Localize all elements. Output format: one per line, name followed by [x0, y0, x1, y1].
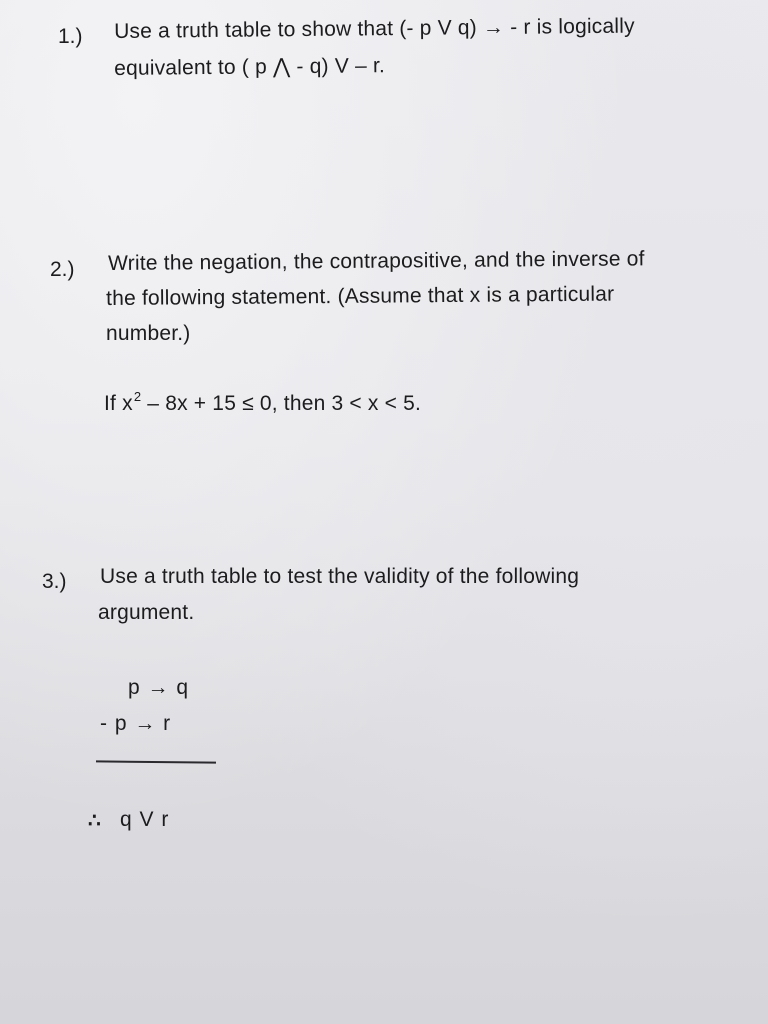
problem-2-line-2: the following statement. (Assume that x is a particular [106, 282, 615, 310]
problem-2-line-1: Write the negation, the contrapositive, and the inverse of [108, 247, 645, 275]
statement-prefix: If x [104, 392, 133, 415]
problem-1-number: 1.) [58, 25, 83, 48]
therefore-symbol: ∴ [88, 810, 101, 832]
statement-suffix: – 8x + 15 ≤ 0, then 3 < x < 5. [141, 392, 422, 415]
argument-conclusion: q V r [120, 808, 170, 831]
problem-3-line-2: argument. [98, 601, 195, 624]
problem-2-statement [104, 389, 421, 416]
problem-1-line-1: Use a truth table to show that (- p V q) → - r is logically [114, 14, 635, 43]
problem-1-line-2: equivalent to ( p ⋀ - q) V – r. [114, 54, 386, 80]
problem-3-number: 3.) [42, 570, 67, 593]
problem-2-number: 2.) [50, 258, 75, 281]
argument-conclusion-rule [96, 760, 216, 763]
problem-3-line-1: Use a truth table to test the validity of the following [100, 565, 580, 588]
statement-exponent: 2 [133, 389, 142, 404]
argument-premise-1: p → q [128, 676, 190, 699]
problem-2-line-3: number.) [106, 322, 191, 345]
argument-premise-2: - p → r [100, 712, 172, 735]
